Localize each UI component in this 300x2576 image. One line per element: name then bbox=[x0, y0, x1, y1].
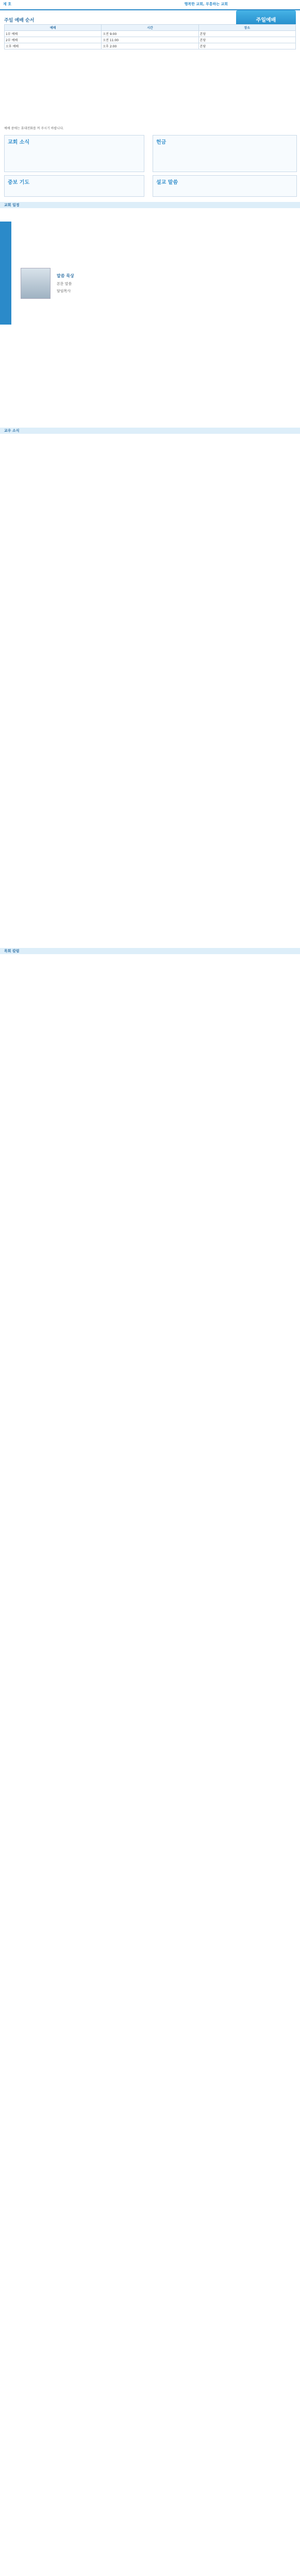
worship-cell: 장소 bbox=[198, 25, 295, 31]
notice-line: 예배 중에는 휴대전화를 꺼 주시기 바랍니다. bbox=[4, 127, 64, 130]
worship-row bbox=[5, 31, 296, 37]
worship-cell: 오후 2:00 bbox=[102, 43, 198, 49]
worship-table bbox=[4, 24, 296, 49]
sermon-title: 설교 말씀 bbox=[156, 180, 178, 185]
prayer-title: 중보 기도 bbox=[8, 180, 30, 185]
news-band-title: 교우 소식 bbox=[4, 429, 20, 433]
worship-cell: 본당 bbox=[198, 31, 295, 37]
top-bar bbox=[0, 0, 300, 10]
worship-cell: 2부 예배 bbox=[5, 37, 102, 43]
worship-cell: 예배 bbox=[5, 25, 102, 31]
worship-cell: 시간 bbox=[102, 25, 198, 31]
prayer-box bbox=[4, 175, 144, 197]
worship-cell: 오후 예배 bbox=[5, 43, 102, 49]
worship-cell: 오전 9:00 bbox=[102, 31, 198, 37]
sermon-scripture: 본문 말씀 bbox=[57, 282, 72, 286]
offering-title: 헌금 bbox=[156, 140, 166, 145]
worship-order bbox=[4, 16, 296, 120]
sermon-box bbox=[153, 175, 297, 197]
worship-title: 주일 예배 순서 bbox=[4, 18, 35, 23]
announcement-title: 교회 소식 bbox=[8, 140, 30, 145]
sermon-preacher: 담임목사 bbox=[57, 289, 71, 293]
worship-cell: 본당 bbox=[198, 43, 295, 49]
worship-row bbox=[5, 37, 296, 43]
worship-row bbox=[5, 25, 296, 31]
sermon-heading: 말씀 묵상 bbox=[57, 274, 74, 278]
preacher-photo bbox=[21, 268, 51, 299]
worship-cell: 1부 예배 bbox=[5, 31, 102, 37]
issue-number: 제 호 bbox=[3, 2, 11, 6]
announcement-box bbox=[4, 135, 144, 172]
schedule-band bbox=[0, 202, 300, 208]
offering-box bbox=[153, 135, 297, 172]
schedule-band-title: 교회 일정 bbox=[4, 203, 20, 207]
slogan: 행복한 교회, 부흥하는 교회 bbox=[184, 2, 228, 6]
side-accent bbox=[0, 222, 11, 325]
news-band bbox=[0, 428, 300, 434]
worship-cell: 본당 bbox=[198, 37, 295, 43]
logo-text: 주일예배 bbox=[256, 18, 276, 23]
worship-row bbox=[5, 43, 296, 49]
column-band bbox=[0, 948, 300, 954]
worship-cell: 오전 11:00 bbox=[102, 37, 198, 43]
column-band-title: 목회 칼럼 bbox=[4, 949, 20, 953]
